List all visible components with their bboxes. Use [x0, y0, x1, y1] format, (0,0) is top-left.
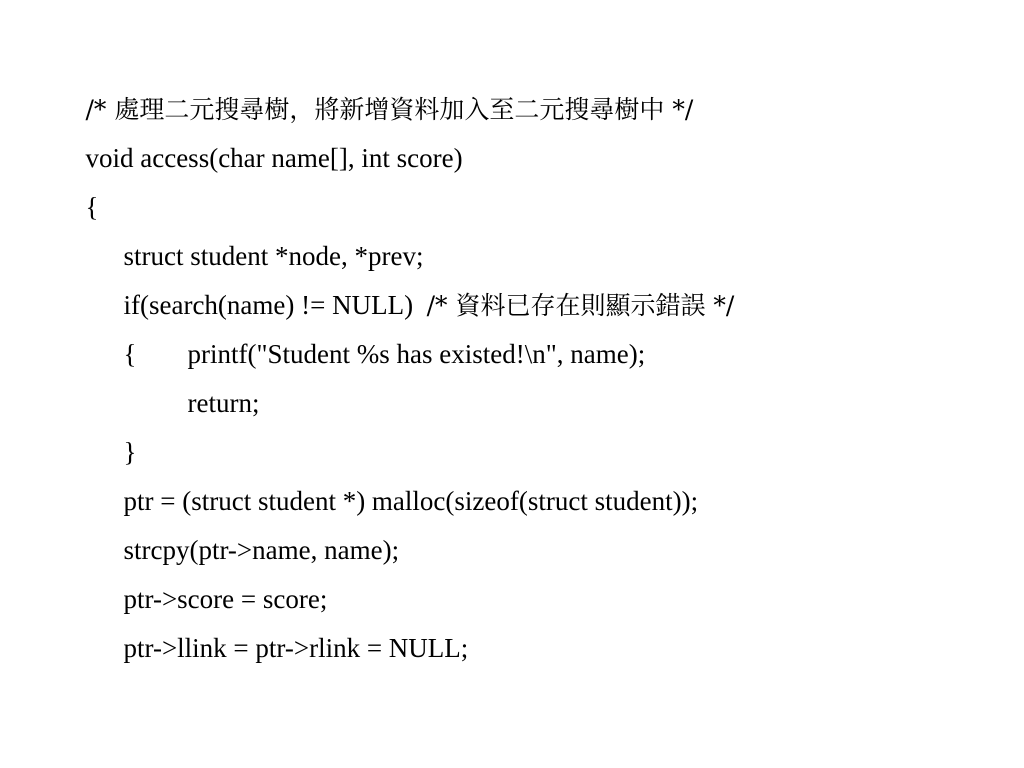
strcpy-statement: strcpy(ptr->name, name); [123, 535, 400, 565]
code-line-1 [45, 36, 1005, 124]
return-statement: return; [187, 388, 260, 418]
code-line-4 [45, 183, 1005, 271]
comment-exists: /* 資料已存在則顯示錯誤 */ [426, 291, 735, 320]
open-brace: { [85, 192, 99, 222]
code-line-9 [45, 428, 1005, 516]
if-condition: if(search(name) != NULL) [123, 290, 414, 320]
score-assignment: ptr->score = score; [123, 584, 328, 614]
inner-close-brace: } [123, 437, 137, 467]
inner-open-brace: { [123, 339, 137, 369]
malloc-statement: ptr = (struct student *) malloc(sizeof(struct student)); [123, 486, 699, 516]
printf-statement: printf("Student %s has existed!\n", name); [187, 339, 646, 369]
comment-header: /* 處理二元搜尋樹，將新增資料加入至二元搜尋樹中 */ [85, 95, 694, 124]
code-block [45, 36, 1005, 663]
function-signature: void access(char name[], int score) [85, 143, 463, 173]
link-assignment: ptr->llink = ptr->rlink = NULL; [123, 633, 469, 663]
variable-declaration: struct student *node, *prev; [123, 241, 424, 271]
